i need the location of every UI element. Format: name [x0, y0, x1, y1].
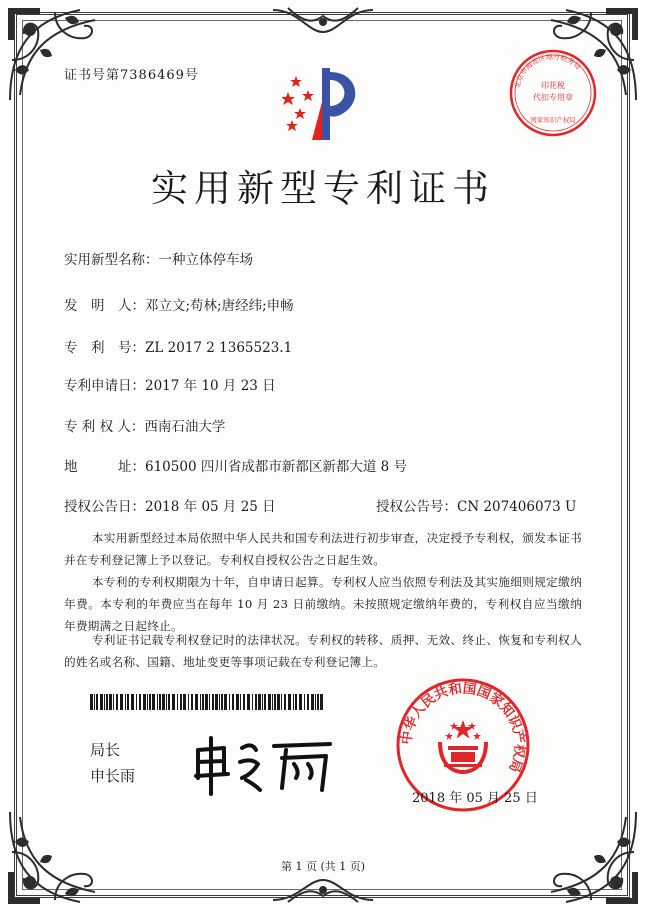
- barcode-bar: [304, 694, 305, 710]
- barcode-bar: [236, 694, 239, 710]
- barcode-bar: [96, 694, 98, 710]
- barcode-bar: [262, 694, 263, 710]
- seal-small-line2: 代扣专用章: [533, 93, 573, 102]
- field-utility-model-name: [64, 251, 253, 269]
- barcode-bar: [209, 694, 210, 710]
- barcode-bar: [284, 694, 286, 710]
- barcode-bar: [90, 694, 93, 710]
- director-signature-icon: [190, 728, 340, 798]
- barcode-bar: [136, 694, 137, 710]
- barcode-bar: [104, 694, 105, 710]
- barcode-bar: [240, 694, 241, 710]
- field-value: 西南石油大学: [144, 419, 226, 435]
- barcode-bar: [106, 694, 108, 710]
- barcode-bar: [159, 694, 161, 710]
- field-label: 授权公告日：: [64, 499, 145, 515]
- barcode-bar: [183, 694, 186, 710]
- barcode-bar: [147, 694, 148, 710]
- barcode-bar: [139, 694, 141, 710]
- field-patent-number: [64, 339, 292, 357]
- barcode-bar: [202, 694, 204, 710]
- body-paragraph-1: 本实用新型经过本局依照中华人民共和国专利法进行初步审查，决定授予专利权，颁发本证书并在专利登记簿上予以登记。专利权自授权公告之日起生效。: [64, 531, 582, 567]
- seal-small-ring-text: 北京市海淀区地方税务局: [513, 52, 583, 90]
- seal-small-bottom: 国家知识产权局: [530, 116, 576, 124]
- stamp-duty-seal: [508, 48, 598, 138]
- barcode-bar: [315, 694, 316, 710]
- barcode-bar: [109, 694, 112, 710]
- field-label: 实用新型名称：: [64, 252, 159, 268]
- field-value: ZL 2017 2 1365523.1: [145, 340, 293, 356]
- barcode-bar: [247, 694, 250, 710]
- barcode-bar: [311, 694, 314, 710]
- barcode-bar: [177, 694, 178, 710]
- barcode-bar: [168, 694, 170, 710]
- field-value: 2018 年 05 月 25 日: [145, 499, 276, 515]
- field-label: 专利申请日：: [64, 378, 145, 394]
- barcode-bar: [264, 694, 266, 710]
- barcode-bar: [252, 694, 253, 710]
- bottom-center-ornament: [268, 874, 378, 908]
- barcode-bar: [162, 694, 165, 710]
- seal-big-ring-text: 中华人民共和国国家知识产权局: [398, 680, 528, 775]
- patent-office-logo-icon: [282, 62, 366, 144]
- barcode-bar: [293, 694, 294, 710]
- barcode-bar: [268, 694, 271, 710]
- field-label: 授权公告号：: [376, 499, 457, 515]
- barcode-bar: [157, 694, 158, 710]
- corner-ornament-bottom-left: [0, 802, 130, 912]
- body-paragraph-2: 本专利的专利权期限为十年，自申请日起算。专利权人应当依照专利法及其实施细则规定缴纳年费。本专利的年费应当在每年 10 月 23 日前缴纳。未按照规定缴纳年费的，专利权自应当缴纳年费期满之日起终止。: [64, 575, 582, 633]
- field-value: 2017 年 10 月 23 日: [145, 378, 276, 394]
- director-title: 局长: [90, 741, 121, 759]
- barcode-bar: [243, 694, 245, 710]
- field-patentee: [64, 418, 225, 436]
- field-value: 610500 四川省成都市新都区新都大道 8 号: [145, 459, 407, 475]
- field-value: 一种立体停车场: [158, 252, 253, 268]
- barcode-bar: [320, 694, 323, 710]
- barcode-bar: [116, 694, 118, 710]
- barcode-bar: [94, 694, 95, 710]
- field-grant-date: [64, 498, 276, 516]
- field-label: 发 明 人：: [64, 298, 145, 314]
- barcode-bar: [224, 694, 227, 710]
- barcode-bar: [229, 694, 230, 710]
- barcode-bar: [113, 694, 114, 710]
- barcode-bar: [258, 694, 261, 710]
- barcode-bar: [166, 694, 167, 710]
- field-address: [64, 458, 407, 476]
- field-label: 专 利 号：: [64, 340, 145, 356]
- barcode-bar: [120, 694, 123, 710]
- barcode-bar: [127, 694, 129, 710]
- certificate-number: 证书号第7386469号: [64, 68, 199, 83]
- barcode-bar: [100, 694, 103, 710]
- barcode-bar: [221, 694, 223, 710]
- barcode-bar: [200, 694, 201, 710]
- barcode-bar: [277, 694, 280, 710]
- barcode-bar: [307, 694, 309, 710]
- top-center-ornament: [268, 2, 378, 42]
- field-grant-number: [376, 498, 576, 516]
- field-application-date: [64, 377, 276, 395]
- seal-small-line1: 印花税: [541, 81, 565, 90]
- field-value: CN 207406073 U: [457, 499, 577, 515]
- certificate-title: 实用新型专利证书: [151, 167, 495, 210]
- barcode-bar: [215, 694, 218, 710]
- barcode-bar: [205, 694, 208, 710]
- field-value: 邓立文;苟林;唐经纬;申畅: [145, 298, 294, 314]
- barcode-bar: [143, 694, 146, 710]
- barcode-bar: [288, 694, 291, 710]
- barcode-bar: [149, 694, 151, 710]
- barcode-bar: [281, 694, 282, 710]
- barcode-bar: [295, 694, 297, 710]
- barcode-bar: [188, 694, 189, 710]
- seal-date: 2018 年 05 月 25 日: [412, 791, 538, 806]
- field-label: 专 利 权 人：: [64, 419, 145, 435]
- barcode-bar: [195, 694, 198, 710]
- barcode-bar: [131, 694, 134, 710]
- barcode-bar: [274, 694, 276, 710]
- barcode-bar: [191, 694, 193, 710]
- page-number: 第 1 页 (共 1 页): [280, 860, 366, 873]
- director-name: 申长雨: [90, 767, 136, 785]
- barcode-bar: [272, 694, 273, 710]
- corner-ornament-bottom-right: [516, 802, 646, 912]
- field-inventor: [64, 297, 294, 315]
- barcode-bar: [317, 694, 319, 710]
- barcode-bar: [299, 694, 302, 710]
- barcode-bar: [180, 694, 182, 710]
- barcode: [90, 694, 326, 710]
- barcode-bar: [255, 694, 257, 710]
- barcode-bar: [172, 694, 175, 710]
- body-paragraph-3: 专利证书记载专利权登记时的法律状况。专利权的转移、质押、无效、终止、恢复和专利权人的姓名或名称、国籍、地址变更等事项记载在专利登记簿上。: [64, 633, 582, 669]
- barcode-bar: [219, 694, 220, 710]
- corner-ornament-top-left: [0, 0, 130, 110]
- field-label: 地 址：: [64, 459, 145, 475]
- barcode-bar: [212, 694, 214, 710]
- barcode-bar: [232, 694, 234, 710]
- barcode-bar: [152, 694, 155, 710]
- barcode-bar: [125, 694, 126, 710]
